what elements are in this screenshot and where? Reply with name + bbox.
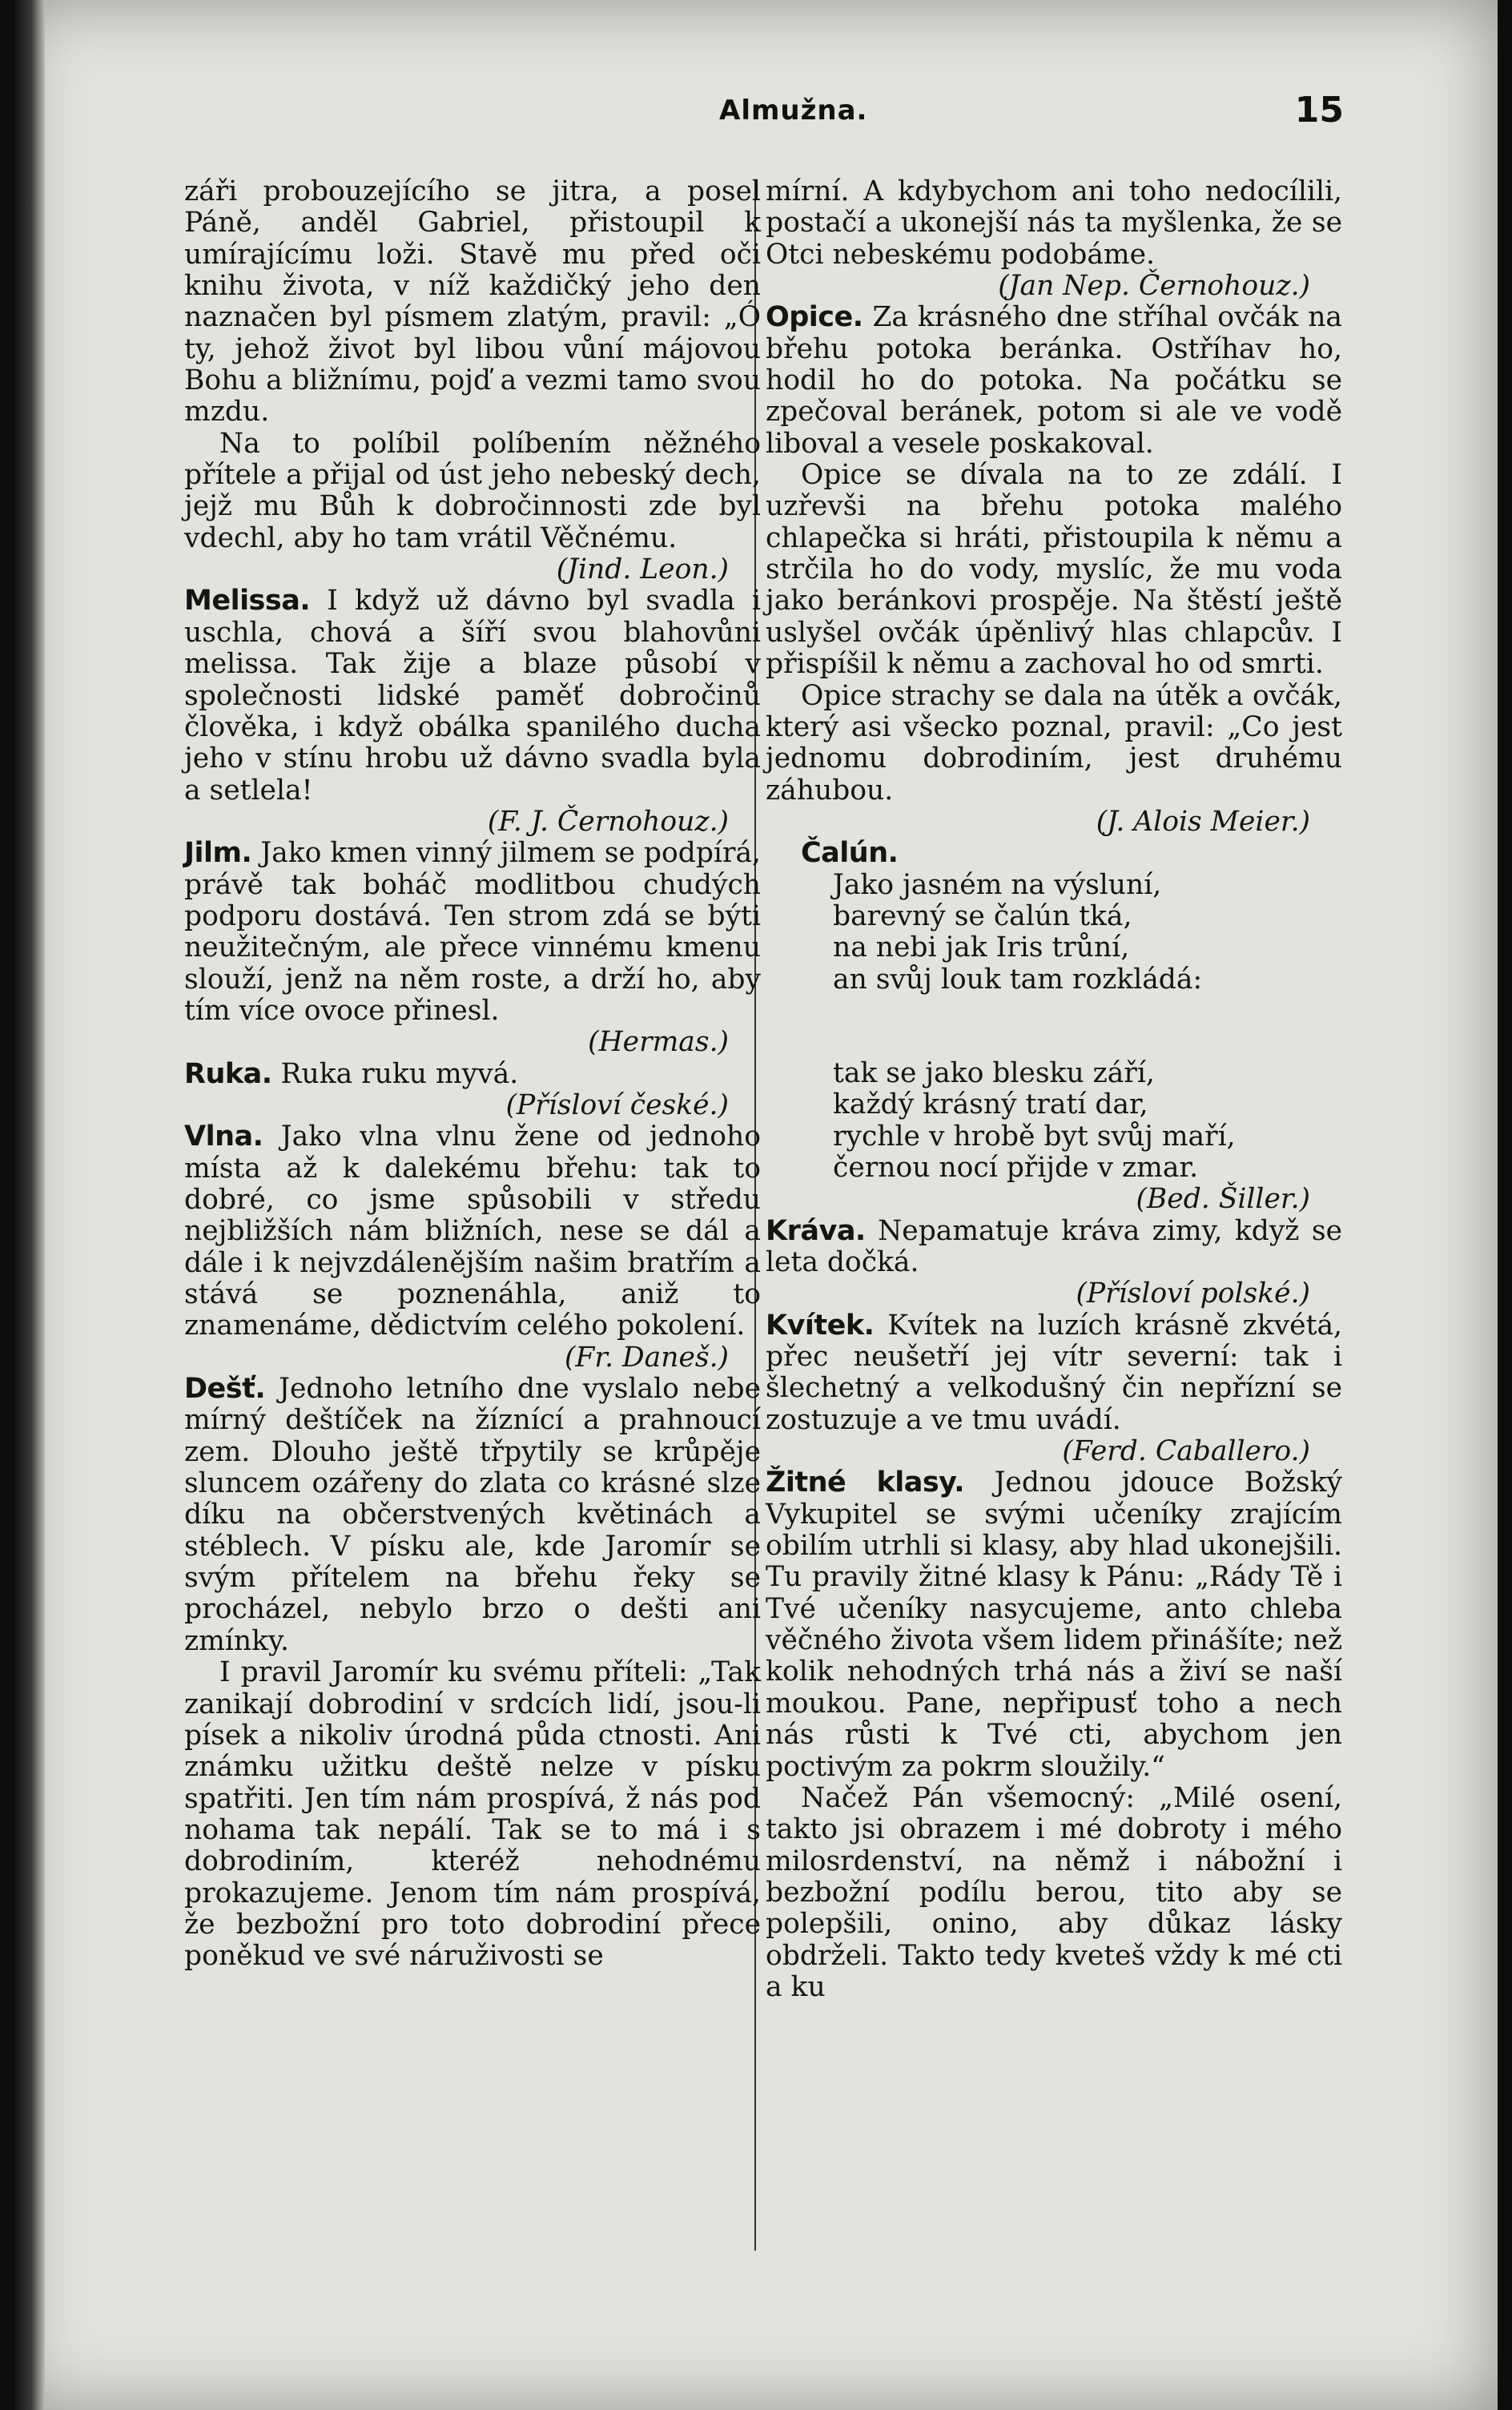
- poem-stanza: [766, 1058, 1342, 1184]
- author-attribution: (F. J. Černohouz.): [487, 805, 729, 838]
- entry-headword: Vlna.: [184, 1121, 263, 1153]
- entry-dest: [184, 1374, 761, 1657]
- entry-headword: Ruka.: [184, 1057, 272, 1090]
- author-attribution: (Jind. Leon.): [556, 553, 729, 586]
- book-page: [14, 0, 1498, 2410]
- entry-kvitek: [766, 1310, 1342, 1436]
- entry-headword: Kráva.: [766, 1214, 866, 1247]
- entry-text: Za krásného dne stříhal ovčák na břehu potoka beránka. Ostříhav ho, hodil ho do potoka. Na počátku se zpečoval beránek, potom si ale ve vodě liboval a vesele poskakoval.: [766, 301, 1342, 460]
- verse-line: na nebi jak Iris trůní,: [833, 931, 1130, 964]
- entry-text: Jako vlna vlnu žene od jednoho místa až k dalekému břehu: tak to dobré, co jsme spůsobili v středu nejbližších nám bližních, nese se dál a dále i k nejvzdálenějším našim bratřím a stává se poznenáhla, aniž to znamenáme, dědictvím celého pokolení.: [184, 1121, 761, 1342]
- paragraph: mírní. A kdybychom ani toho nedocílili, postačí a ukonejší nás ta myšlenka, že se Otci nebeskému podobáme.: [766, 175, 1342, 271]
- entry-text: Nepamatuje kráva zimy, když se leta dočká.: [766, 1214, 1342, 1278]
- page-number: 15: [1294, 90, 1344, 131]
- entry-headword: Melissa.: [184, 585, 311, 618]
- verse-line: an svůj louk tam rozkládá:: [833, 963, 1203, 996]
- verse-line: Jako jasném na výsluní,: [833, 868, 1162, 901]
- paragraph: záři probouzejícího se jitra, a posel Páně, anděl Gabriel, přistoupil k umírajícímu loži. Stavě mu před oči knihu života, v níž každičký jeho den naznačen byl písmem zlatým, pravil: „Ó ty, jehož život byl libou vůní májovou Bohu a bližnímu, pojď a vezmi tamo svou mzdu.: [184, 175, 761, 428]
- author-attribution: (J. Alois Meier.): [1096, 805, 1310, 838]
- entry-headword: Jilm.: [184, 837, 252, 870]
- entry-text: Jednoho letního dne vyslalo nebe mírný deštíček na žíznící a prahnoucí zem. Dlouho ještě třpytily se krůpěje sluncem ozářeny do zlata co krásné slze díku na občerstvených květinách a stéblech. V písku ale, kde Jaromír se svým přítelem na břehu řeky se procházel, nebylo brzo o dešti ani zmínky.: [184, 1373, 761, 1657]
- paragraph: Načež Pán všemocný: „Milé osení, takto jsi obrazem i mé dobroty i mého milosrdenství, na němž i nábožní i bezbožní podílu berou, tito aby se polepšili, onino, aby důkaz lásky obdrželi. Takto tedy kveteš vždy k mé cti a ku: [766, 1781, 1342, 2003]
- entry-text: Jednou jdouce Božský Vykupitel se svými učeníky zrajícím obilím utrhli si klasy, aby hlad ukonejšili. Tu pravily žitné klasy k Pánu: „Rády Tě i Tvé učeníky nasycujeme, anto chleba věčného života všem lidem přinášíte; než kolik nehodných trhá nás a živí se naší moukou. Pane, nepřipusť toho a nech nás růsti k Tvé cti, abychom jen poctivým za pokrm sloužily.“: [766, 1467, 1342, 1783]
- entry-zitne-klasy: [766, 1467, 1342, 1782]
- entry-ruka: [184, 1059, 761, 1090]
- author-attribution: (Jan Nep. Černohouz.): [998, 270, 1310, 303]
- entry-calun: [766, 838, 1342, 869]
- paragraph: Opice se dívala na to ze zdálí. I uzřevši na břehu potoka malého chlapečka si hráti, přistoupila k němu a strčila ho do vody, myslíc, že mu voda jako beránkovi prospěje. Na štěstí ještě uslyšel ovčák úpěnlivý hlas chlapcův. I přispíšil k němu a zachoval ho od smrti.: [766, 459, 1342, 681]
- entry-headword: Čalún.: [801, 837, 899, 870]
- author-attribution: (Přísloví české.): [505, 1088, 729, 1121]
- entry-text: I když už dávno byl svadla i uschla, chová a šíří svou blahovůni melissa. Tak žije a blaze působí v společnosti lidské paměť dobročinů člověka, i když obálka spanilého ducha jeho v stínu hrobu už dávno svadla byla a setlela!: [184, 585, 761, 807]
- verse-line: tak se jako blesku září,: [833, 1056, 1155, 1089]
- entry-jilm: [184, 838, 761, 1027]
- page-header: [703, 90, 1344, 138]
- verse-line: každý krásný tratí dar,: [833, 1088, 1148, 1121]
- entry-text: Ruka ruku myvá.: [271, 1057, 519, 1090]
- entry-headword: Opice.: [766, 301, 863, 334]
- paragraph: Na to políbil políbením něžného přítele a přijal od úst jeho nebeský dech, jejž mu Bůh k dobročinnosti zde byl vdechl, aby ho tam vrátil Věčnému.: [184, 427, 761, 554]
- entry-headword: Kvítek.: [766, 1309, 875, 1342]
- author-attribution: (Fr. Daneš.): [564, 1341, 729, 1374]
- author-attribution: (Přísloví polské.): [1076, 1277, 1310, 1310]
- running-title: Almužna.: [719, 95, 868, 127]
- verse-line: barevný se čalún tká,: [833, 899, 1132, 932]
- book-spine-shadow: [14, 0, 45, 2410]
- author-attribution: (Ferd. Caballero.): [1062, 1435, 1310, 1468]
- entry-melissa: [184, 585, 761, 806]
- entry-opice: [766, 302, 1342, 460]
- entry-text: Kvítek na luzích krásně zkvétá, přec neušetří jej vítr severní: tak i šlechetný a velkodušný čin nepřízní se zostuzuje a ve tmu uvádí.: [766, 1309, 1342, 1436]
- author-attribution: (Bed. Šiller.): [1136, 1183, 1310, 1216]
- left-column: [184, 176, 761, 1973]
- poem-stanza: [766, 870, 1342, 996]
- author-attribution: (Hermas.): [588, 1026, 729, 1059]
- paragraph: I pravil Jaromír ku svému příteli: „Tak zanikají dobrodiní v srdcích lidí, jsou-li písek a nikoliv úrodná půda ctnosti. Ani známku užitku deště nelze v písku spatřiti. Jen tím nám prospívá, ž nás pod nohama tak nepálí. Tak se to má i s dobrodiním, kteréž nehodnému prokazujeme. Jenom tím nám prospívá, že bezbožní pro toto dobrodiní přece poněkud ve své náruživosti se: [184, 1656, 761, 1973]
- entry-krava: [766, 1216, 1342, 1279]
- entry-headword: Dešť.: [184, 1373, 266, 1406]
- verse-line: rychle v hrobě byt svůj maří,: [833, 1120, 1236, 1153]
- entry-headword: Žitné klasy.: [766, 1467, 965, 1499]
- entry-text: Jako kmen vinný jilmem se podpírá, právě tak boháč modlitbou chudých podporu dostává. Ten strom zdá se býti neužitečným, ale přece vinnému kmenu slouží, jenž na něm roste, a drží ho, aby tím více ovoce přinesl.: [184, 837, 761, 1027]
- stanza-gap: [766, 996, 1342, 1058]
- paragraph: Opice strachy se dala na útěk a ovčák, který asi všecko poznal, pravil: „Co jest jednomu dobrodiním, jest druhému záhubou.: [766, 679, 1342, 807]
- verse-line: černou nocí přijde v zmar.: [833, 1151, 1199, 1184]
- entry-vlna: [184, 1121, 761, 1342]
- right-column: [766, 176, 1342, 2003]
